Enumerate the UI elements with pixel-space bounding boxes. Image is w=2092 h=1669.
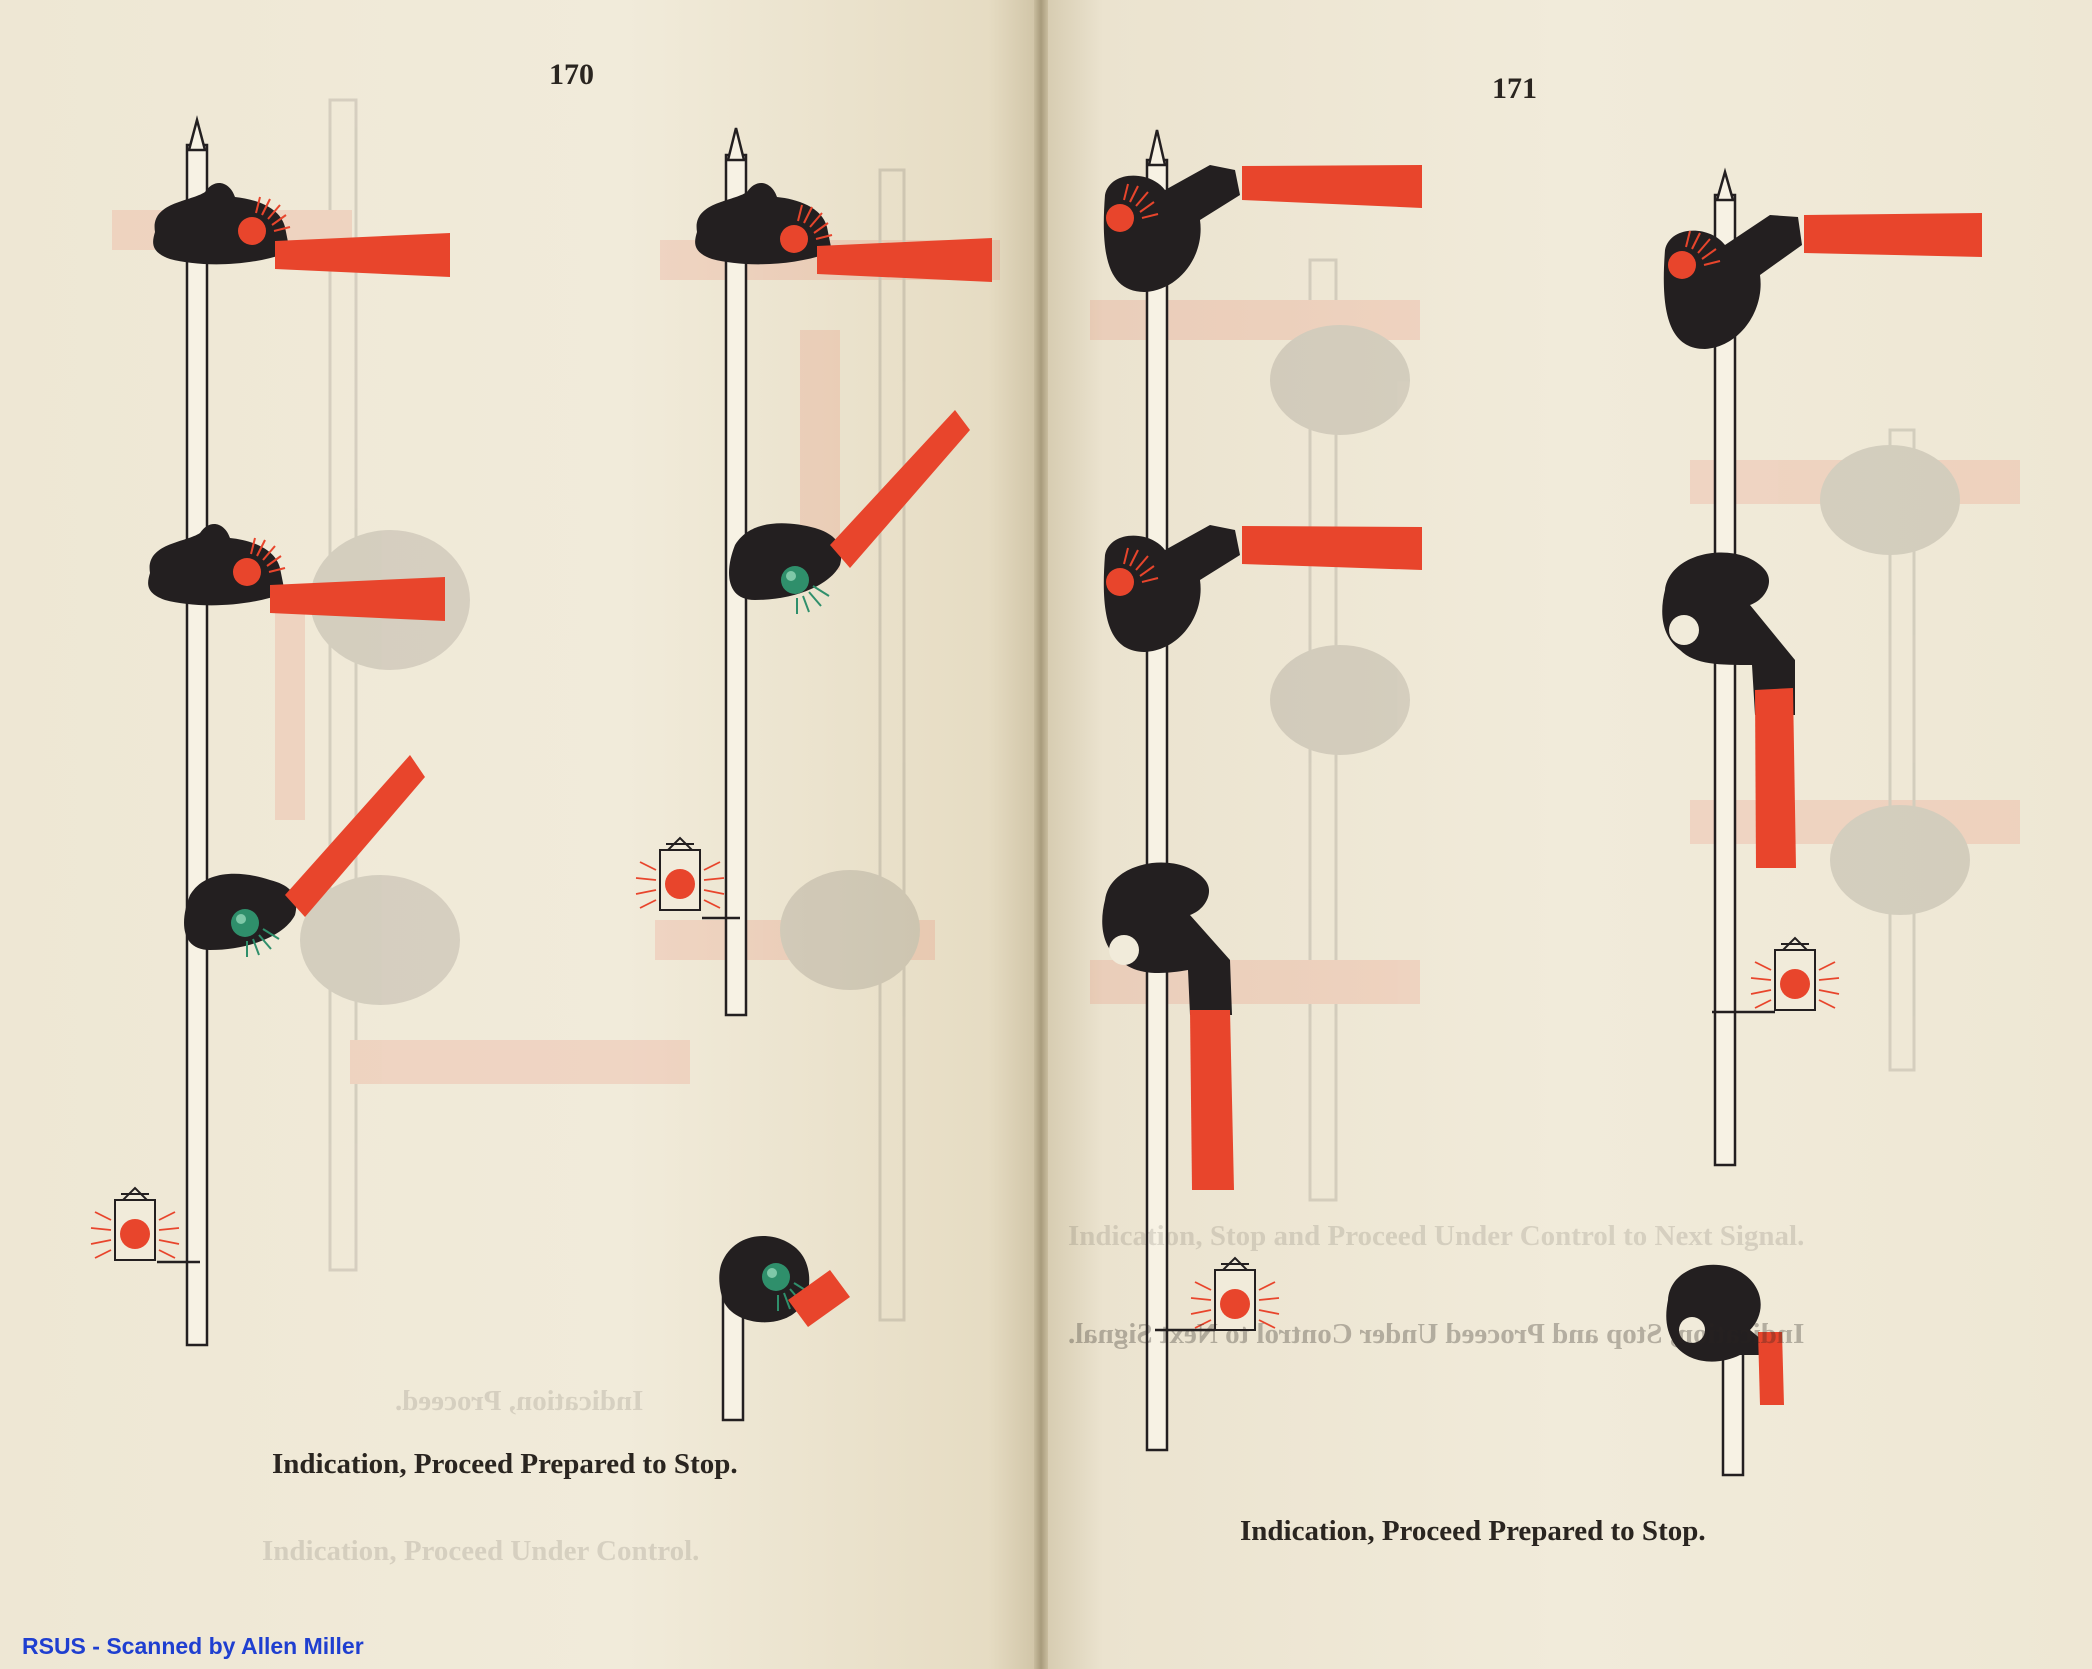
show-through-text: Indication, Proceed. [395,1385,644,1417]
left-signal-three-arm [91,120,450,1345]
caption-right: Indication, Proceed Prepared to Stop. [1240,1515,1706,1547]
caption-left: Indication, Proceed Prepared to Stop. [272,1448,738,1480]
show-through-text: Indication, Stop and Proceed Under Control to Next Signal. [1068,1220,1805,1252]
left-signal-two-arm [636,128,992,1420]
show-through-text: Indication, Proceed Under Control. [262,1535,700,1567]
show-through-text: Indication, Stop and Proceed Under Control to Next Signal. [1068,1318,1805,1350]
page-number-right: 171 [1492,72,1537,105]
page-number-left: 170 [549,58,594,91]
scan-credit: RSUS - Scanned by Allen Miller [22,1633,364,1659]
